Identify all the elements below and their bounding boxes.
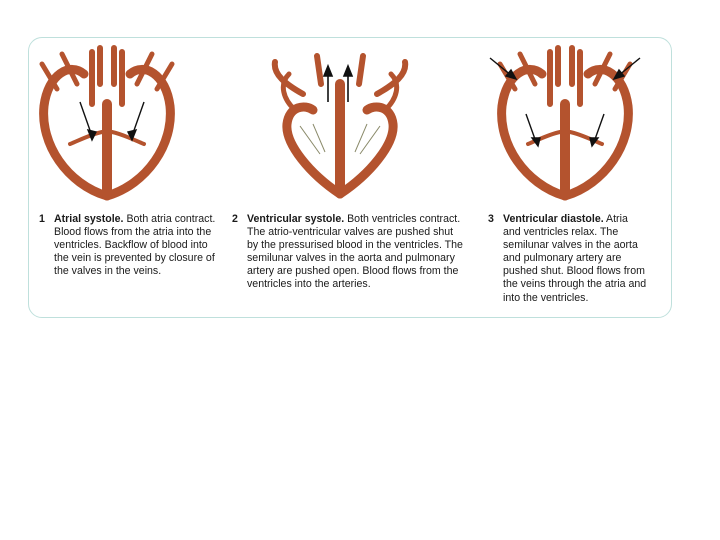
caption-text: Atria and ventricles relax. The semilunar valves in the aorta and pulmonary artery are pushed shut. Blood flows from the veins through the atria and into the ventricles. xyxy=(503,213,647,304)
caption-body xyxy=(503,213,648,305)
heart-diagram-ventricular-diastole xyxy=(480,44,650,204)
caption-title: Atrial systole. xyxy=(54,213,124,225)
caption-number: 3 xyxy=(488,213,494,225)
caption-body xyxy=(247,213,464,292)
caption-title: Ventricular systole. xyxy=(247,213,345,225)
caption-number: 2 xyxy=(232,213,238,225)
caption-title: Ventricular diastole. xyxy=(503,213,604,225)
caption-number: 1 xyxy=(39,213,45,225)
heart-diagram-ventricular-systole xyxy=(255,44,425,204)
caption-text: Both ventricles contract. The atrio-ventricular valves are pushed shut by the pressurised blood in the ventricles. The semilunar valves in the aorta and pulmonary artery are pushed open. Blood flows from the ventricles into the arteries. xyxy=(247,213,463,291)
caption-body xyxy=(54,213,219,278)
caption-text: Both atria contract. Blood flows from the atria into the ventricles. Backflow of blood into the vein is prevented by closure of the valves in the veins. xyxy=(54,213,216,278)
heart-diagram-atrial-systole xyxy=(22,44,192,204)
